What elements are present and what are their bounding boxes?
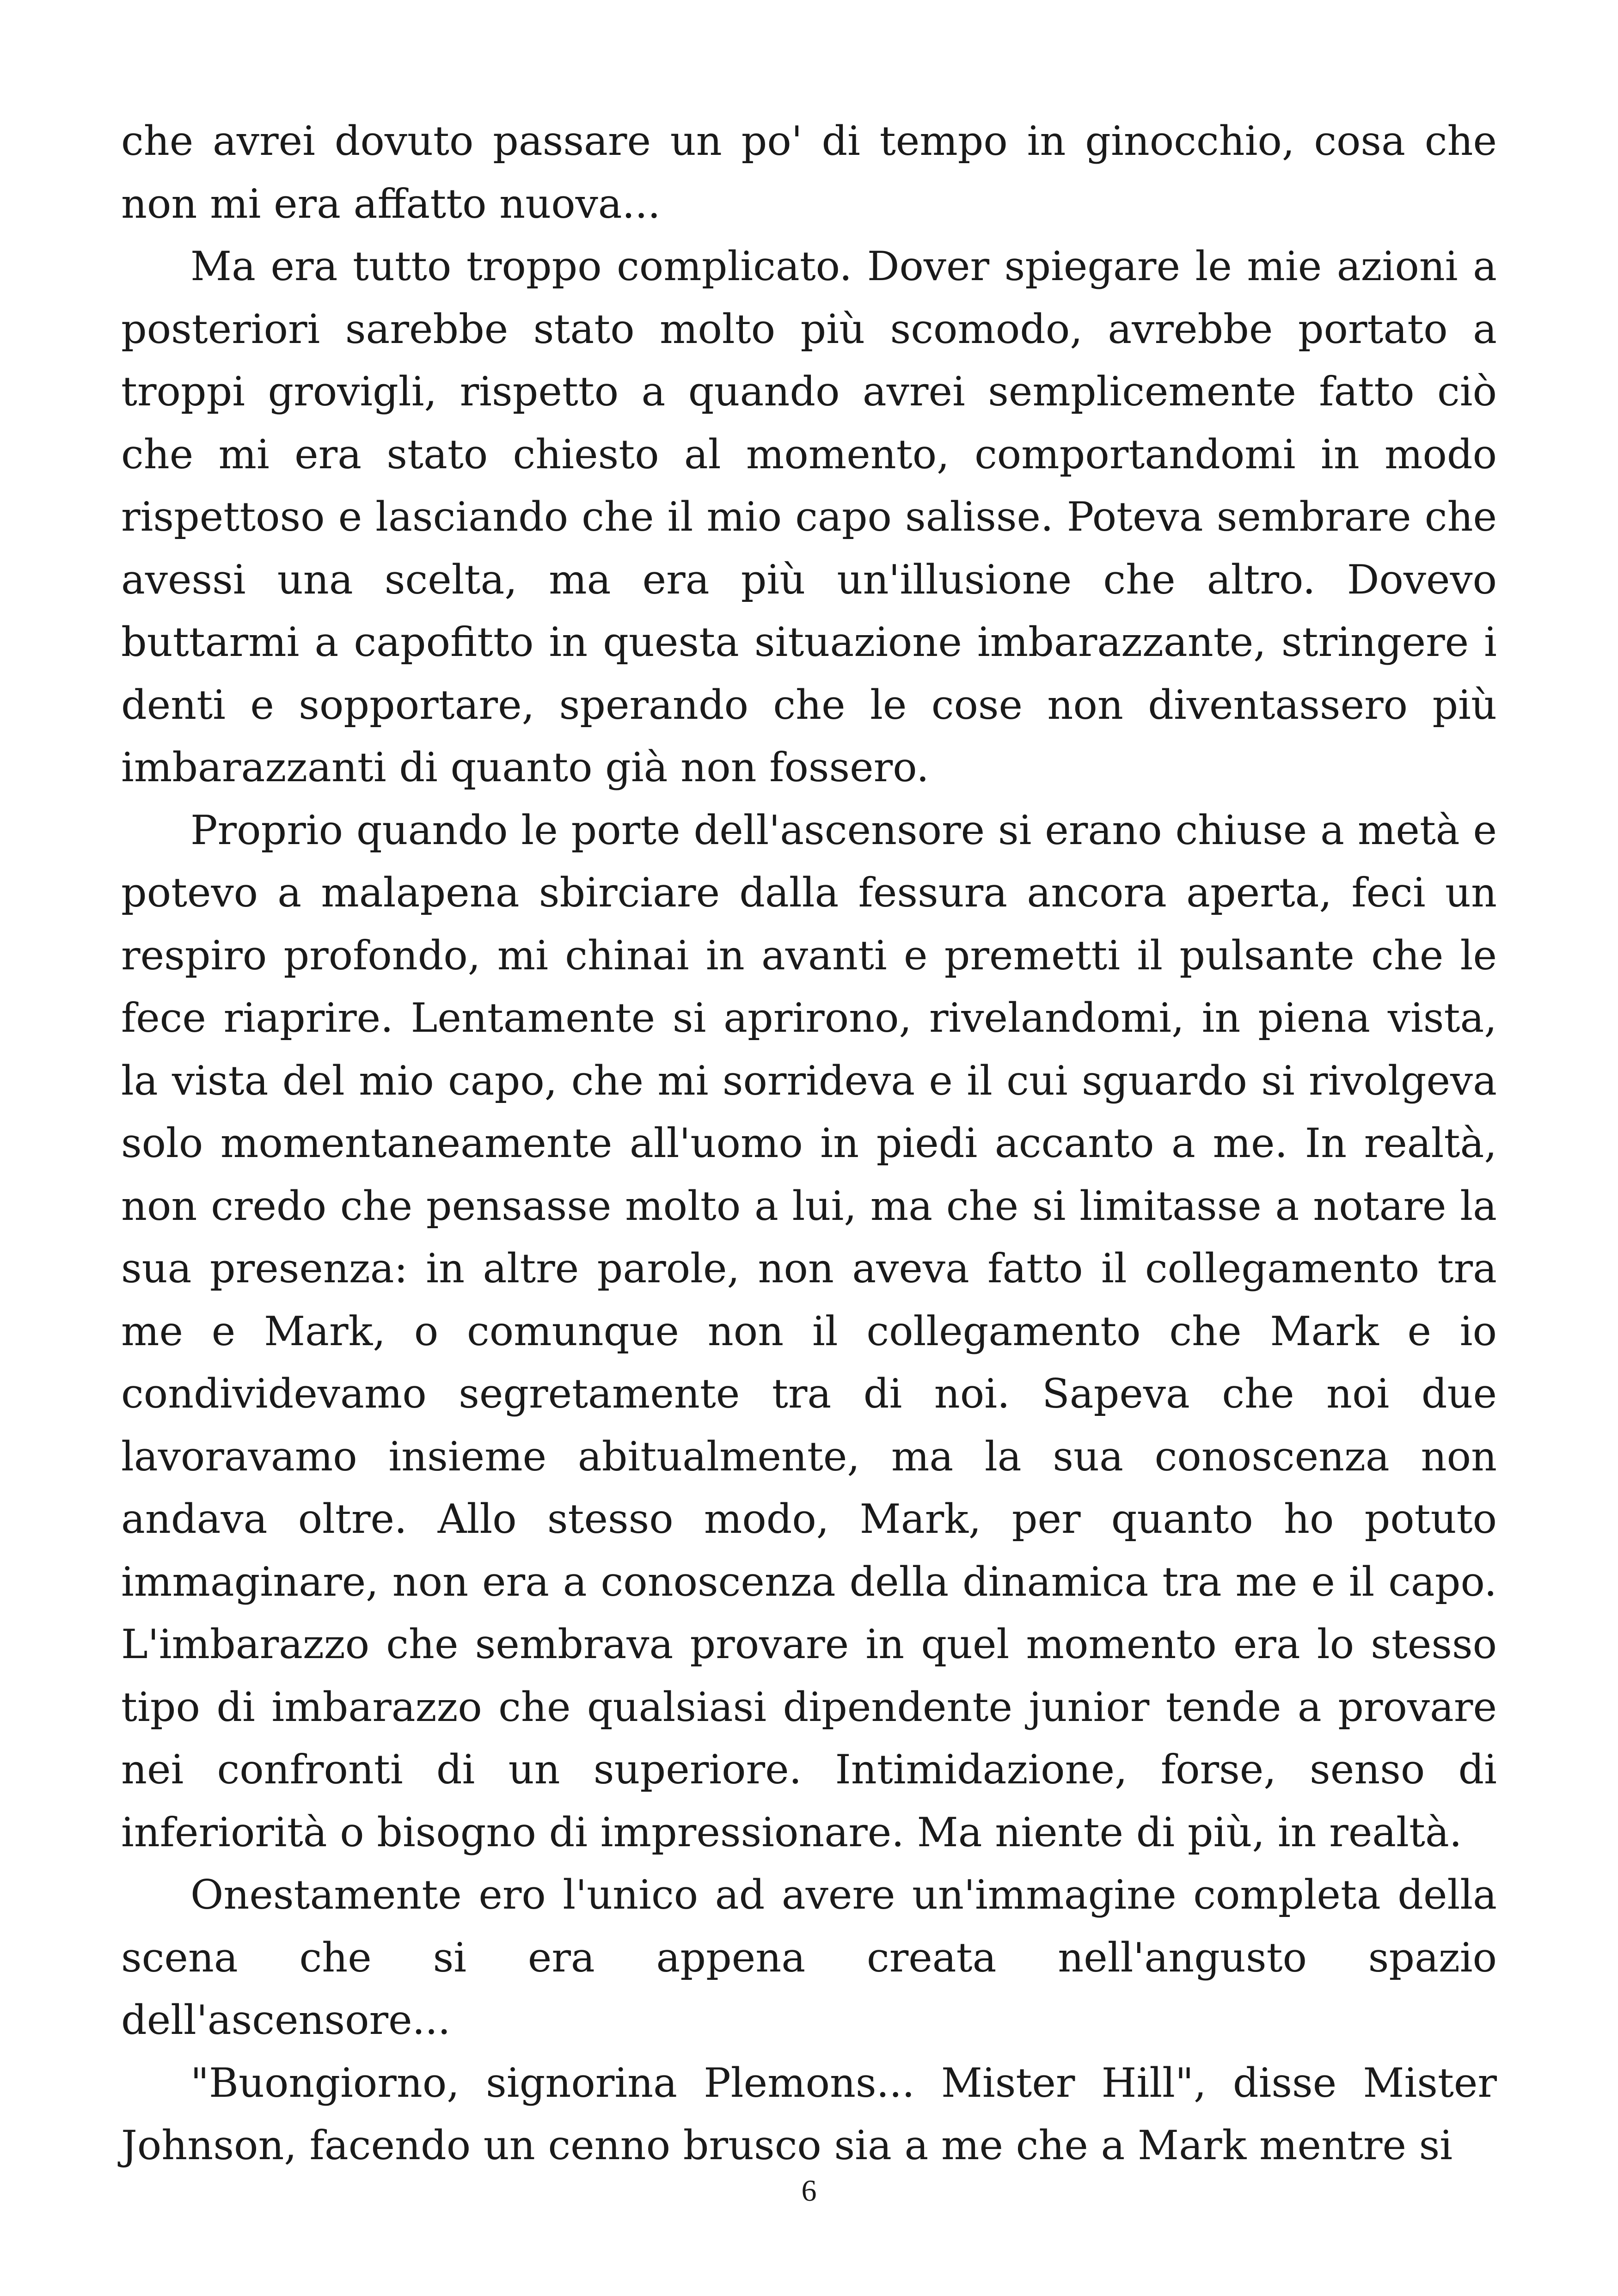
paragraph: Onestamente ero l'unico ad avere un'immagine completa della scena che si era appena creata nell'angusto spazio dell'ascensore... <box>121 1871 1497 2044</box>
paragraph: Proprio quando le porte dell'ascensore si erano chiuse a metà e potevo a malapena sbirciare dalla fessura ancora aperta, feci un respiro profondo, mi chinai in avanti e premetti il pulsante che le fece riaprire. Lentamente si aprirono, rivelandomi, in piena vista, la vista del mio capo, che mi sorrideva e il cui sguardo si rivolgeva solo momentaneamente all'uomo in piedi accanto a me. In realtà, non credo che pensasse molto a lui, ma che si limitasse a notare la sua presenza: in altre parole, non aveva fatto il collegamento tra me e Mark, o comunque non il collegamento che Mark e io condividevamo segretamente tra di noi. Sapeva che noi due lavoravamo insieme abitualmente, ma la sua conoscenza non andava oltre. Allo stesso modo, Mark, per quanto ho potuto immaginare, non era a conoscenza della dinamica tra me e il capo. L'imbarazzo che sembrava provare in quel momento era lo stesso tipo di imbarazzo che qualsiasi dipendente junior tende a provare nei confronti di un superiore. Intimidazione, forse, senso di inferiorità o bisogno di impressionare. Ma niente di più, in realtà. <box>121 806 1497 1856</box>
paragraph: Ma era tutto troppo complicato. Dover spiegare le mie azioni a posteriori sarebbe stato molto più scomodo, avrebbe portato a troppi grovigli, rispetto a quando avrei semplicemente fatto ciò che mi era stato chiesto al momento, comportandomi in modo rispettoso e lasciando che il mio capo salisse. Poteva sembrare che avessi una scelta, ma era più un'illusione che altro. Dovevo buttarmi a capofitto in questa situazione imbarazzante, stringere i denti e sopportare, sperando che le cose non diventassero più imbarazzanti di quanto già non fossero. <box>121 243 1497 791</box>
page-number: 6 <box>801 2174 817 2208</box>
body-text <box>121 110 1497 2177</box>
paragraph-continuation: che avrei dovuto passare un po' di tempo in ginocchio, cosa che non mi era affatto nuova... <box>121 117 1497 227</box>
paragraph: "Buongiorno, signorina Plemons... Mister Hill", disse Mister Johnson, facendo un cenno brusco sia a me che a Mark mentre si <box>121 2059 1497 2169</box>
